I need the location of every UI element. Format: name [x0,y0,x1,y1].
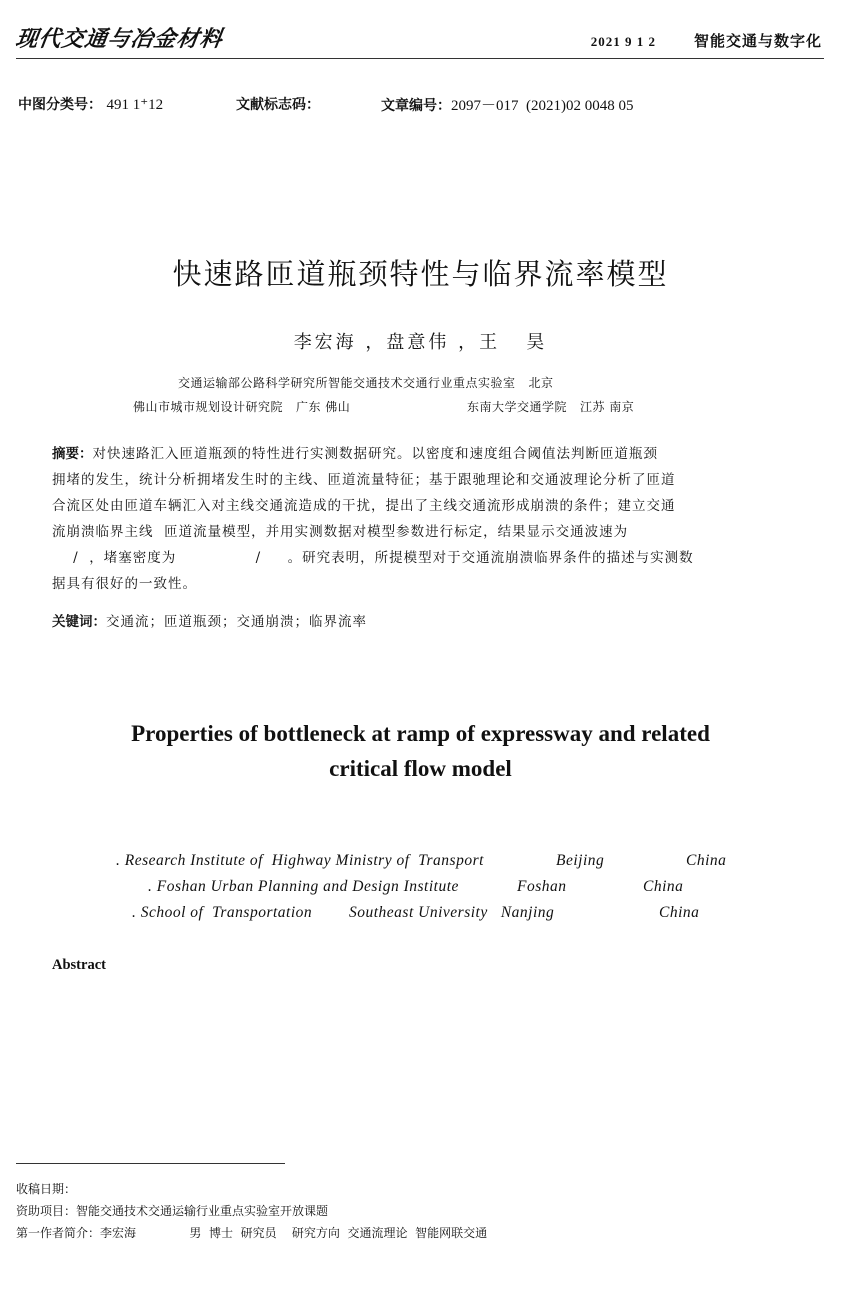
footnote-divider [16,1163,285,1164]
affiliation-en-2-city: Foshan [517,878,567,895]
affiliation-en-3-city: Southeast University Nanjing [349,904,555,921]
title-chinese: 快速路匝道瓶颈特性与临界流率模型 [172,257,669,291]
abstract-chinese [52,441,788,597]
author-list: 李宏海 ，盘意伟 ，王 昊 [293,332,548,353]
affiliation-en-2-country: China [643,878,684,895]
document-code [236,94,320,114]
clc-value: 491 1⁺12 [106,97,164,113]
article-no-value: 2097－017 (2021)02 0048 05 [451,98,634,114]
abstract-line: 流崩溃临界主线 匝道流量模型，并用实测数据对模型参数进行标定，结果显示交通波速为 [52,524,629,540]
title-english-line: Properties of bottleneck at ramp of expressway and related [131,721,710,746]
abstract-text: 对快速路汇入匝道瓶颈的特性进行实测数据研究。以密度和速度组合阈值法判断匝道瓶颈 [92,446,658,462]
article-no-label: 文章编号： [381,98,451,114]
received-date: 收稿日期： [16,1182,77,1196]
journal-logo: 现代交通与冶金材料 [13,26,225,52]
affiliation-en-2-inst: . Foshan Urban Planning and Design Institute [148,878,459,895]
affiliation-en-1-country: China [686,852,727,869]
keywords-text: 交通流；匝道瓶颈；交通崩溃；临界流率 [106,614,367,630]
keywords [52,610,367,630]
section-name: 智能交通与数字化 [693,32,822,50]
keywords-label: 关键词： [52,614,106,630]
affiliation-en-3-country: China [659,904,700,921]
abstract-line: 合流区处由匝道车辆汇入对主线交通流造成的干扰，提出了主线交通流形成崩溃的条件；建立交通 [52,498,676,514]
affiliation-cn-2: 佛山市城市规划设计研究院 广东 佛山 [133,400,351,414]
first-author-info: 第一作者简介：李宏海 男 博士 研究员 研究方向 交通流理论 智能网联交通 [16,1226,488,1240]
issue-info: 2021 9 1 2 [590,34,656,49]
abstract-line: / ，堵塞密度为 / 。研究表明，所提模型对于交通流崩溃临界条件的描述与实测数 [52,550,694,566]
title-english-line: critical flow model [329,756,512,781]
affiliation-cn-3: 东南大学交通学院 江苏 南京 [467,400,635,414]
clc-label: 中图分类号： [18,97,102,113]
affiliation-en-1-inst: . Research Institute of Highway Ministry of Transport [116,852,484,869]
abstract-line: 据具有很好的一致性。 [52,576,197,592]
funding-info: 资助项目：智能交通技术交通运输行业重点实验室开放课题 [16,1204,329,1218]
title-english [60,716,781,786]
affiliation-en-3-inst: . School of Transportation [132,904,313,921]
footnotes [16,1178,487,1244]
abstract-line: 拥堵的发生，统计分析拥堵发生时的主线、匝道流量特征；基于跟驰理论和交通波理论分析了匝道 [52,472,676,488]
clc-number [18,94,163,114]
abstract-english-label: Abstract [52,957,106,973]
doc-code-label: 文献标志码： [236,97,320,113]
article-number [381,94,634,115]
abstract-line [52,441,788,467]
abstract-label: 摘要： [52,446,93,462]
page-header [13,18,824,59]
affiliation-cn-1: 交通运输部公路科学研究所智能交通技术交通行业重点实验室 北京 [178,376,554,390]
affiliation-en-1-city: Beijing [556,852,605,869]
